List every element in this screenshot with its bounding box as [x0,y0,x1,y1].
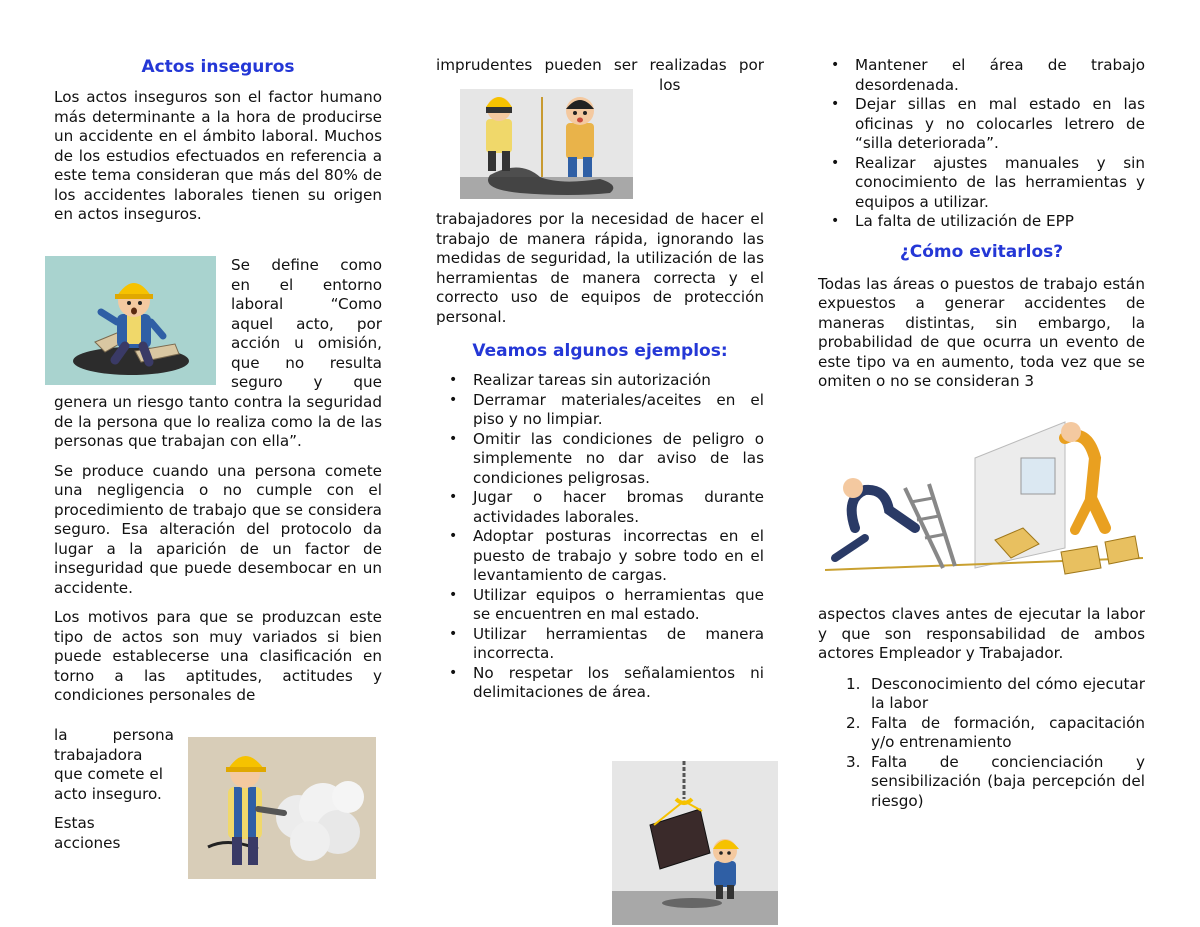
paragraph-areas: Todas las áreas o puestos de trabajo están expuestos a generar accidentes de maneras distintas, sin embargo, la probabilidad de que ocurra un evento de este tipo va en aumento, toda vez que se omiten o no se consideran 3 [818,274,1145,390]
definition-line: acción u omisión, [231,334,382,352]
column-1-lower [54,393,382,706]
paragraph-definition-side [231,256,382,393]
motives-line: trabajadora [54,745,143,764]
definition-line: aquel acto, por [231,314,382,333]
list-item: • Dejar sillas en mal estado en las oficinas y no colocarles letrero de “silla deteriorada”. [818,95,1145,154]
column-3 [818,56,1145,392]
list-item: • No respetar los señalamientos ni delimitaciones de área. [436,664,764,703]
definition-line: seguro y que [231,373,382,391]
image-worker-falling-manhole [45,256,216,385]
paragraph-workers-need: trabajadores por la necesidad de hacer el trabajo de manera rápida, ignorando las medidas de seguridad, la utilización de las herramientas de manera correcta y el correcto uso de equipos de protección personal. [436,210,764,326]
image-worker-suspended-load [612,761,778,925]
item-number: 2. [846,713,861,732]
list-item: • La falta de utilización de EPP [818,212,1145,232]
list-item: • Mantener el área de trabajo desordenada. [818,56,1145,95]
actions-line: Estas [54,814,95,832]
paragraph-motives-side [54,726,174,853]
list-item: • Jugar o hacer bromas durante actividades laborales. [436,488,764,527]
image-office-accident [825,418,1143,583]
paragraph-motives: Los motivos para que se produzcan este tipo de actos son muy variados si bien puede establecerse una clasificación en torno a las aptitudes, actitudes y condiciones personales de [54,608,382,704]
heading-actos-inseguros: Actos inseguros [141,57,295,77]
item-number: 3. [846,752,861,771]
heading-ejemplos: Veamos algunos ejemplos: [472,341,728,361]
list-item: • Omitir las condiciones de peligro o simplemente no dar aviso de las condiciones peligrosas. [436,430,764,489]
item-text: Desconocimiento del cómo ejecutar la labor [871,674,1145,712]
definition-line: Se define como [231,256,382,274]
numbered-item [818,714,1145,753]
item-text: Falta de concienciación y sensibilización (baja percepción del riesgo) [871,752,1145,810]
list-item: • Realizar ajustes manuales y sin conocimiento de las herramientas y equipos a utilizar. [818,154,1145,213]
unsafe-acts-list-continued [818,56,1145,232]
image-workers-oil-spill [460,89,633,199]
actions-line: acciones [54,833,121,852]
list-item: • Derramar materiales/aceites en el piso y no limpiar. [436,391,764,430]
motives-line: la persona [54,726,174,744]
motives-line: que comete el [54,765,163,783]
paragraph-key-aspects: aspectos claves antes de ejecutar la labor y que son responsabilidad de ambos actores Empleador y Trabajador. [818,605,1145,662]
numbered-item [818,753,1145,812]
definition-line: que no resulta [231,353,382,372]
key-aspects-list [818,675,1145,812]
item-number: 1. [846,674,861,693]
image-worker-spraying [188,737,376,879]
column-1 [54,56,382,225]
definition-line: en el entorno [231,275,382,294]
heading-como-evitarlos: ¿Cómo evitarlos? [899,241,1064,262]
column-2 [436,210,764,703]
definition-line: laboral “Como [231,295,382,313]
continued-line: imprudentes pueden ser realizadas por [436,56,764,74]
list-item: • Utilizar herramientas de manera incorrecta. [436,625,764,664]
column-3-lower [818,605,1145,811]
paragraph-intro: Los actos inseguros son el factor humano más determinante a la hora de producirse un accidente en el ámbito laboral. Muchos de los estudios efectuados en referencia a este tema consideran que más del 80% de los accidentes laborales tienen su origen en actos inseguros. [54,88,382,223]
continued-line-2: los [659,75,681,94]
item-text: Falta de formación, capacitación y/o entrenamiento [871,713,1145,751]
numbered-item [818,675,1145,714]
paragraph-negligence: Se produce cuando una persona comete una negligencia o no cumple con el procedimiento de trabajo que se considera seguro. Esa alteración del protocolo da lugar a la aparición de un factor de inseguridad que puede desembocar en un accidente. [54,461,382,597]
list-item: • Utilizar equipos o herramientas que se encuentren en mal estado. [436,586,764,625]
examples-list [436,371,764,703]
list-item: • Adoptar posturas incorrectas en el puesto de trabajo y sobre todo en el levantamiento de cargas. [436,527,764,586]
list-item: • Realizar tareas sin autorización [436,371,764,391]
motives-line: acto inseguro. [54,784,162,803]
paragraph-definition-rest: genera un riesgo tanto contra la seguridad de la persona que lo realiza como la de las personas que trabajan con ella”. [54,393,382,450]
